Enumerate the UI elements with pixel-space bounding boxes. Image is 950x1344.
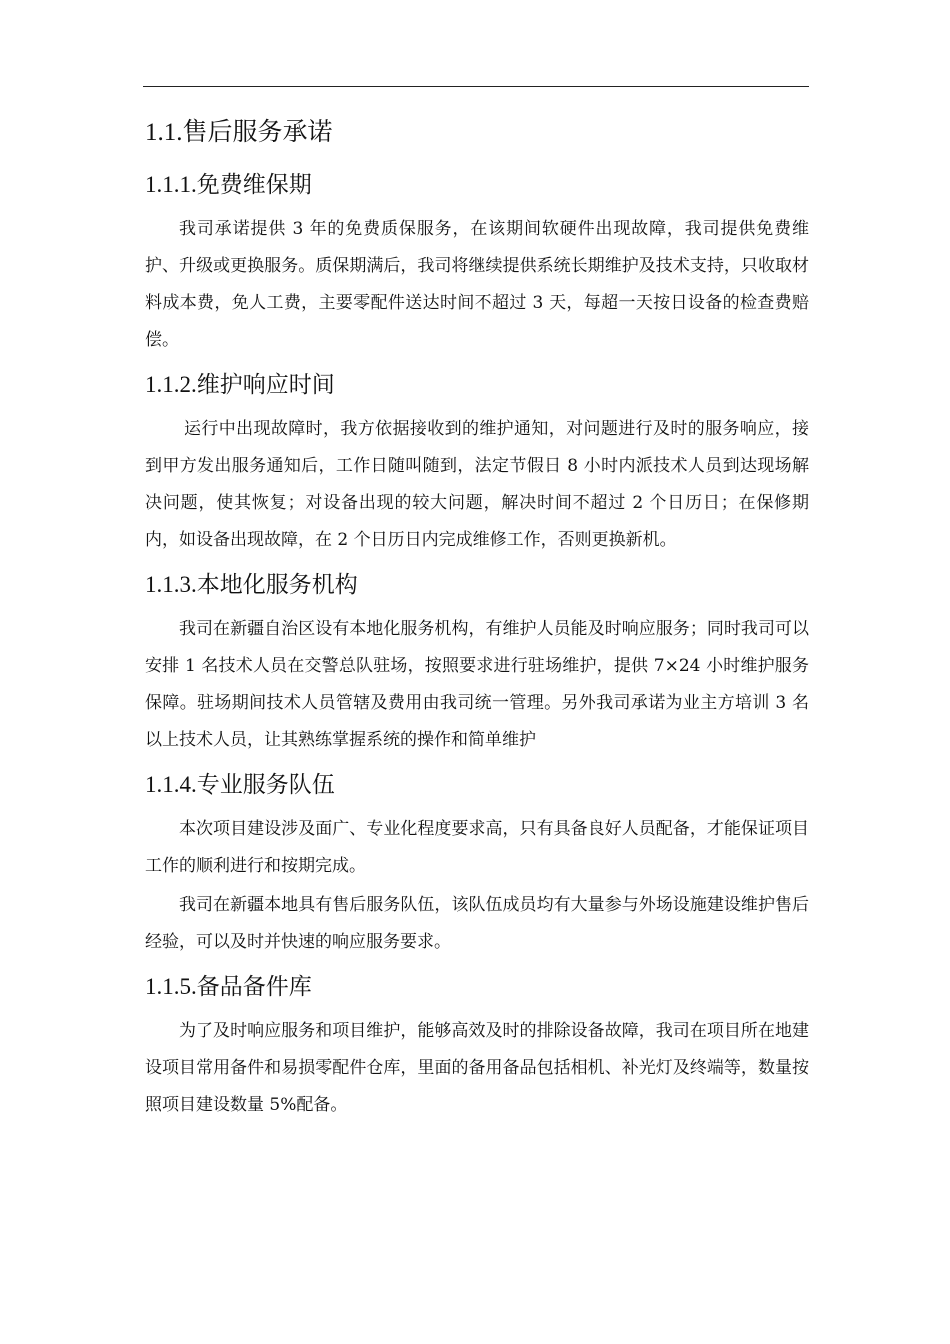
document-body: [145, 112, 809, 1124]
section-number: 1.1.5.: [145, 974, 197, 999]
section-title: 备品备件库: [196, 974, 312, 1000]
section-title: 本地化服务机构: [196, 572, 358, 598]
section-title: 维护响应时间: [196, 372, 335, 398]
section-paragraph: 本次项目建设涉及面广、专业化程度要求高，只有具备良好人员配备，才能保证项目工作的顺利进行和按期完成。: [145, 819, 809, 876]
main-heading: [145, 112, 809, 152]
section-paragraph: 为了及时响应服务和项目维护，能够高效及时的排除设备故障，我司在项目所在地建设项目常用备件和易损零配件仓库，里面的备用备品包括相机、补光灯及终端等，数量按照项目建设数量 5%配备。: [145, 1021, 809, 1115]
header-rule: [143, 86, 809, 87]
section-heading-response-time: [145, 365, 809, 405]
section-paragraph: 我司承诺提供 3 年的免费质保服务，在该期间软硬件出现故障，我司提供免费维护、升级或更换服务。质保期满后，我司将继续提供系统长期维护及技术支持，只收取材料成本费，免人工费，主要零配件送达时间不超过 3 天，每超一天按日设备的检查费赔偿。: [145, 219, 809, 350]
section-heading-service-team: [145, 765, 809, 805]
section-paragraph: 我司在新疆本地具有售后服务队伍，该队伍成员均有大量参与外场设施建设维护售后经验，可以及时并快速的响应服务要求。: [145, 895, 809, 952]
section-number: 1.1.2.: [145, 372, 197, 397]
section-heading-local-service: [145, 565, 809, 605]
section-number: 1.1.4.: [145, 772, 197, 797]
section-title: 专业服务队伍: [196, 772, 335, 798]
section-number: 1.1.1.: [145, 172, 197, 197]
section-paragraph: 我司在新疆自治区设有本地化服务机构，有维护人员能及时响应服务；同时我司可以安排 1 名技术人员在交警总队驻场，按照要求进行驻场维护，提供 7×24 小时维护服务保障。驻场期间技术人员管辖及费用由我司统一管理。另外我司承诺为业主方培训 3 名以上技术人员，让其熟练掌握系统的操作和简单维护: [145, 619, 809, 750]
main-heading-number: 1.1.: [145, 119, 183, 146]
section-heading-spare-parts: [145, 967, 809, 1007]
main-heading-title: 售后服务承诺: [182, 117, 333, 146]
section-number: 1.1.3.: [145, 572, 197, 597]
section-paragraph: 运行中出现故障时，我方依据接收到的维护通知，对问题进行及时的服务响应，接到甲方发出服务通知后，工作日随叫随到，法定节假日 8 小时内派技术人员到达现场解决问题，使其恢复；对设备出现的较大问题，解决时间不超过 2 个日历日；在保修期内，如设备出现故障，在 2 个日历日内完成维修工作，否则更换新机。: [145, 419, 809, 550]
section-heading-free-warranty: [145, 165, 809, 205]
section-title: 免费维保期: [196, 172, 312, 198]
